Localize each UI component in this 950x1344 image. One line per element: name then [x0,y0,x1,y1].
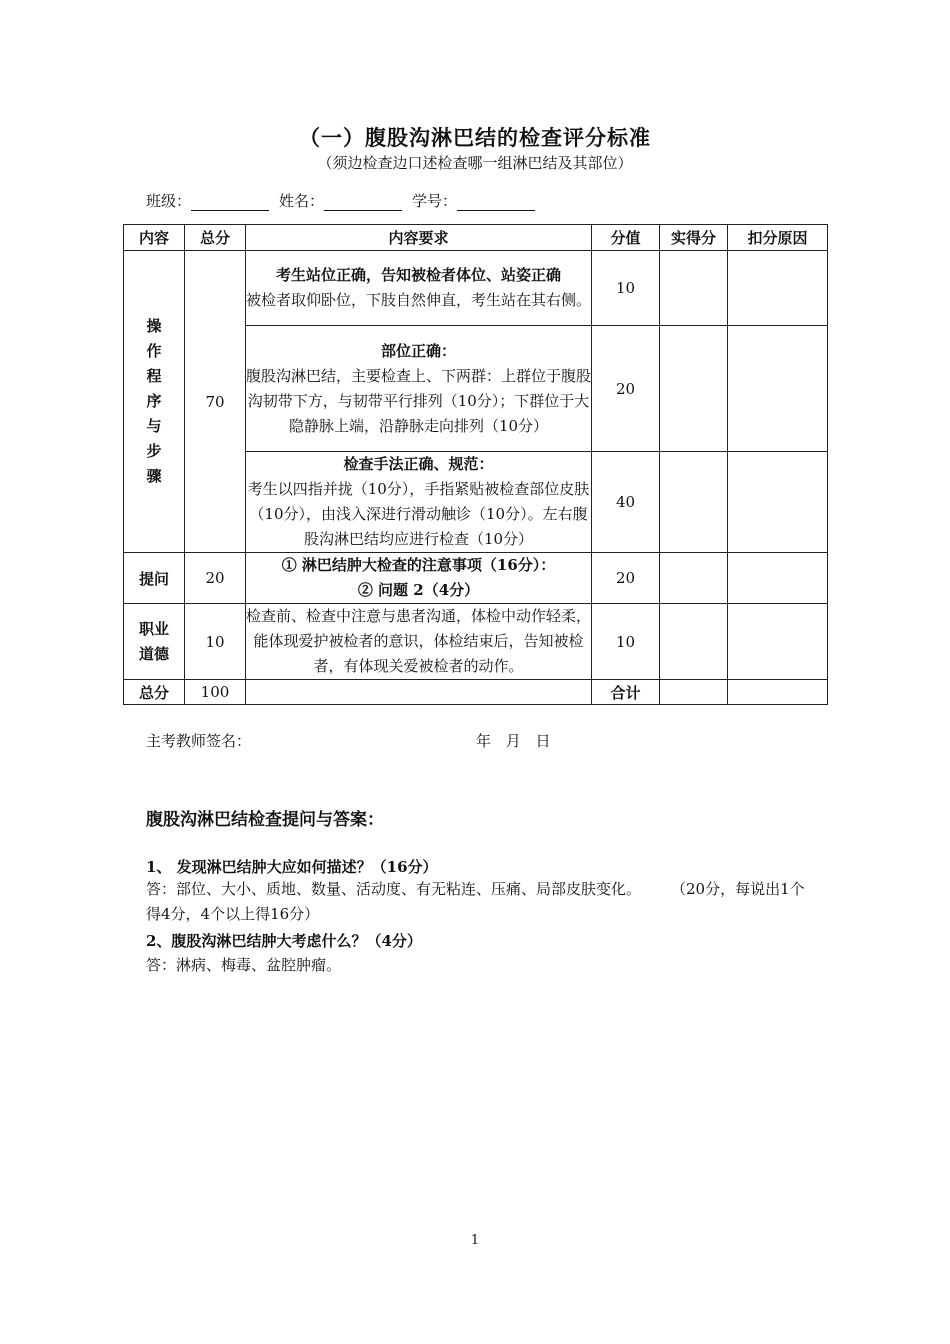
earned-cell[interactable] [660,251,728,326]
requirement-cell [246,326,592,452]
requirement-head: 部位正确： [380,341,456,360]
requirement-body: 腹股沟淋巴结，主要检查上、下两群：上群位于腹股沟韧带下方，与韧带平行排列（10分）；下群位于大隐静脉上端，沿静脉走向排列（10分） [246,366,592,435]
header-cell: 总分 [185,225,246,251]
answer-1: 答：部位、大小、质地、数量、活动度、有无粘连、压痛、局部皮肤变化。 （20分，每说出1个得4分，4个以上得16分） [146,880,805,923]
table-total-row [124,680,828,705]
deduction-reason-cell[interactable] [728,452,828,553]
header-cell: 实得分 [660,225,728,251]
total-value: 100 [185,680,246,705]
signature-date: 年 月 日 [476,732,551,750]
question-1: 1、 发现淋巴结肿大应如何描述？（16分） [146,858,438,876]
question-2: 2、腹股沟淋巴结肿大考虑什么？（4分） [146,932,422,950]
page-subtitle: （须边检查边口述检查哪一组淋巴结及其部位） [317,154,633,172]
deduction-total-cell[interactable] [728,680,828,705]
score-cell: 40 [592,452,660,553]
earned-cell[interactable] [660,326,728,452]
deduction-reason-cell[interactable] [728,604,828,680]
category-ethics [124,604,185,680]
category-question: 提问 [124,553,185,604]
score-cell: 10 [592,251,660,326]
sum-label: 合计 [592,680,660,705]
total-cell: 70 [185,251,246,553]
requirement-body: 考生以四指并拢（10分），手指紧贴被检查部位皮肤（10分），由浅入深进行滑动触诊（10分）。左右腹股沟淋巴结均应进行检查（10分） [247,480,590,548]
page-number: 1 [470,1233,480,1248]
earned-total-cell[interactable] [660,680,728,705]
empty-cell [246,680,592,705]
table-row [124,604,828,680]
score-cell: 20 [592,326,660,452]
header-cell: 扣分原因 [728,225,828,251]
deduction-reason-cell[interactable] [728,326,828,452]
category-ethics-label: 职业道德 [138,619,169,663]
name-blank[interactable] [324,196,402,211]
deduction-reason-cell[interactable] [728,251,828,326]
total-cell: 10 [185,604,246,680]
earned-cell[interactable] [660,604,728,680]
header-cell: 分值 [592,225,660,251]
question-line-2: ② 问题 2（4分） [357,581,480,599]
qa-section-title: 腹股沟淋巴结检查提问与答案： [146,810,384,830]
earned-cell[interactable] [660,553,728,604]
requirement-head: 检查手法正确、规范： [343,455,494,473]
category-cell [124,251,185,553]
class-label: 班级： [146,192,192,210]
requirement-body: 检查前、检查中注意与患者沟通，体检中动作轻柔，能体现爱护被检者的意识，体检结束后，告知被检者，有体现关爱被检者的动作。 [246,607,592,675]
header-cell: 内容要求 [246,225,592,251]
answer-2: 答：淋病、梅毒、盆腔肿瘤。 [146,956,342,974]
score-cell: 10 [592,604,660,680]
student-info-line [146,190,545,211]
requirement-cell [246,604,592,680]
class-blank[interactable] [191,196,269,211]
requirement-cell [246,553,592,604]
requirement-head: 考生站位正确，告知被检者体位、站姿正确 [275,266,561,284]
scoring-table [123,224,828,705]
requirement-cell [246,452,592,553]
examiner-signature-label: 主考教师签名： [146,732,252,750]
requirement-cell [246,251,592,326]
earned-cell[interactable] [660,452,728,553]
name-label: 姓名： [279,192,325,210]
total-label: 总分 [124,680,185,705]
table-header-row [124,225,828,251]
category-operation: 操作程序与步骤 [146,317,162,485]
deduction-reason-cell[interactable] [728,553,828,604]
table-row [124,553,828,604]
question-line-1: ① 淋巴结肿大检查的注意事项（16分）： [281,556,556,574]
header-cell: 内容 [124,225,185,251]
page-title: （一）腹股沟淋巴结的检查评分标准 [299,125,651,150]
id-label: 学号： [412,192,458,210]
requirement-body: 被检者取仰卧位，下肢自然伸直，考生站在其右侧。 [246,291,592,309]
total-cell: 20 [185,553,246,604]
id-blank[interactable] [457,196,535,211]
score-cell: 20 [592,553,660,604]
table-row [124,251,828,326]
